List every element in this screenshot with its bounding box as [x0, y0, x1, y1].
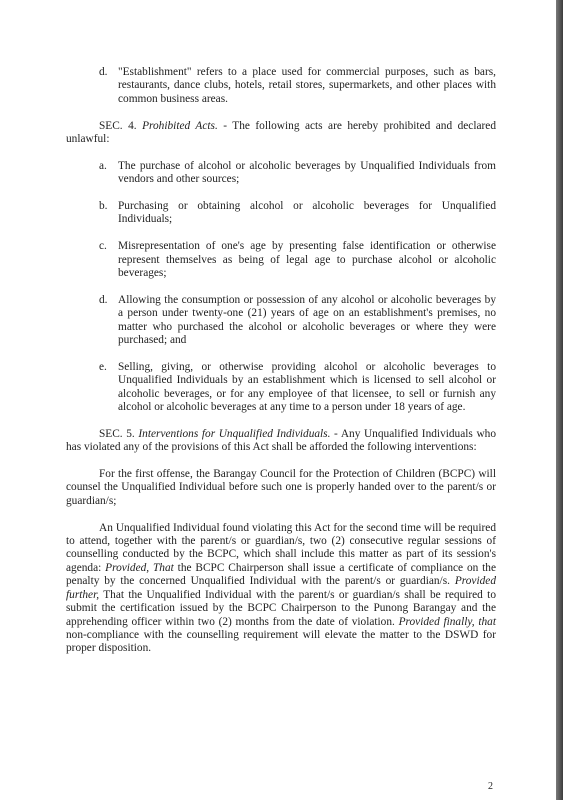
list-marker: c.: [99, 240, 107, 253]
list-item-text: The purchase of alcohol or alcoholic beverages by Unqualified Individuals from vendors and other sources;: [118, 159, 496, 186]
list-marker: e.: [99, 360, 107, 373]
second-offense-paragraph: [66, 522, 496, 656]
list-item-text: "Establishment" refers to a place used for commercial purposes, such as bars, restaurants, dance clubs, hotels, retail stores, supermarkets, and other places with common business areas.: [118, 66, 496, 105]
section-5-heading: [66, 428, 496, 455]
section-intro: - Any Unqualified Individuals who has violated any of the provisions of this Act shall be afforded the following interventions:: [66, 427, 496, 454]
proviso-text: Provided further,: [66, 575, 496, 601]
prohibited-act-item: [66, 200, 496, 227]
list-marker: b.: [99, 200, 108, 213]
paragraph-text: An Unqualified Individual found violating this Act for the second time will be required to attend, together with the parent/s or guardian/s, two (2) consecutive regular sessions of counselling conducted by the BCPC, which shall include this matter as part of its session's agenda:: [66, 521, 496, 574]
list-item-text: Misrepresentation of one's age by presenting false identification or otherwise represent themselves as being of legal age to purchase alcohol or alcoholic beverages;: [118, 240, 496, 280]
section-title: Prohibited Acts.: [142, 119, 218, 132]
paragraph-text: non-compliance with the counselling requirement will elevate the matter to the DSWD for proper disposition.: [66, 628, 496, 655]
section-intro: - The following acts are hereby prohibited and declared unlawful:: [66, 119, 496, 146]
page-body: [66, 66, 496, 669]
definition-item-establishment: [66, 66, 496, 106]
prohibited-act-item: [66, 240, 496, 280]
paragraph-text: the BCPC Chairperson shall issue a certificate of compliance on the penalty by the concerned Unqualified Individual with the parent/s or guardian/s.: [66, 561, 496, 588]
list-marker: d.: [99, 66, 108, 78]
prohibited-act-item: [66, 361, 496, 415]
prohibited-act-item: [66, 160, 496, 187]
list-item-text: Allowing the consumption or possession of any alcohol or alcoholic beverages by a person under twenty-one (21) years of age on an establishment's premises, no matter who purchased the alcohol or alcoholic beverages or where they were purchased; and: [118, 293, 496, 347]
section-number: SEC. 4.: [99, 119, 137, 132]
list-item-text: Selling, giving, or otherwise providing alcohol or alcoholic beverages to Unqualified Individuals by an establishment which is licensed to sell alcohol or alcoholic beverages, or for any employee of that licensee, to sell or furnish any alcohol or alcoholic beverages at any time to a person under 18 years of age.: [118, 360, 496, 414]
list-item-text: Purchasing or obtaining alcohol or alcoholic beverages for Unqualified Individuals;: [118, 200, 496, 226]
proviso-text: Provided finally, that: [398, 615, 496, 628]
viewer-frame-edge: [556, 0, 563, 800]
paragraph-text: That the Unqualified Individual with the parent/s or guardian/s shall be required to submit the certification issued by the BCPC Chairperson to the Punong Barangay and the apprehending officer within two (2) months from the date of violation.: [66, 588, 496, 628]
list-marker: a.: [99, 159, 107, 172]
list-marker: d.: [99, 293, 108, 306]
first-offense-paragraph: For the first offense, the Barangay Council for the Protection of Children (BCPC) will counsel the Unqualified Individual before such one is properly handed over to the parent/s or guardian/s;: [66, 468, 496, 507]
proviso-text: Provided, That: [105, 561, 174, 574]
section-title: Interventions for Unqualified Individuals.: [138, 427, 331, 440]
prohibited-act-item: [66, 294, 496, 348]
section-number: SEC. 5.: [99, 427, 135, 440]
section-4-heading: [66, 120, 496, 147]
page-number: 2: [488, 781, 493, 792]
